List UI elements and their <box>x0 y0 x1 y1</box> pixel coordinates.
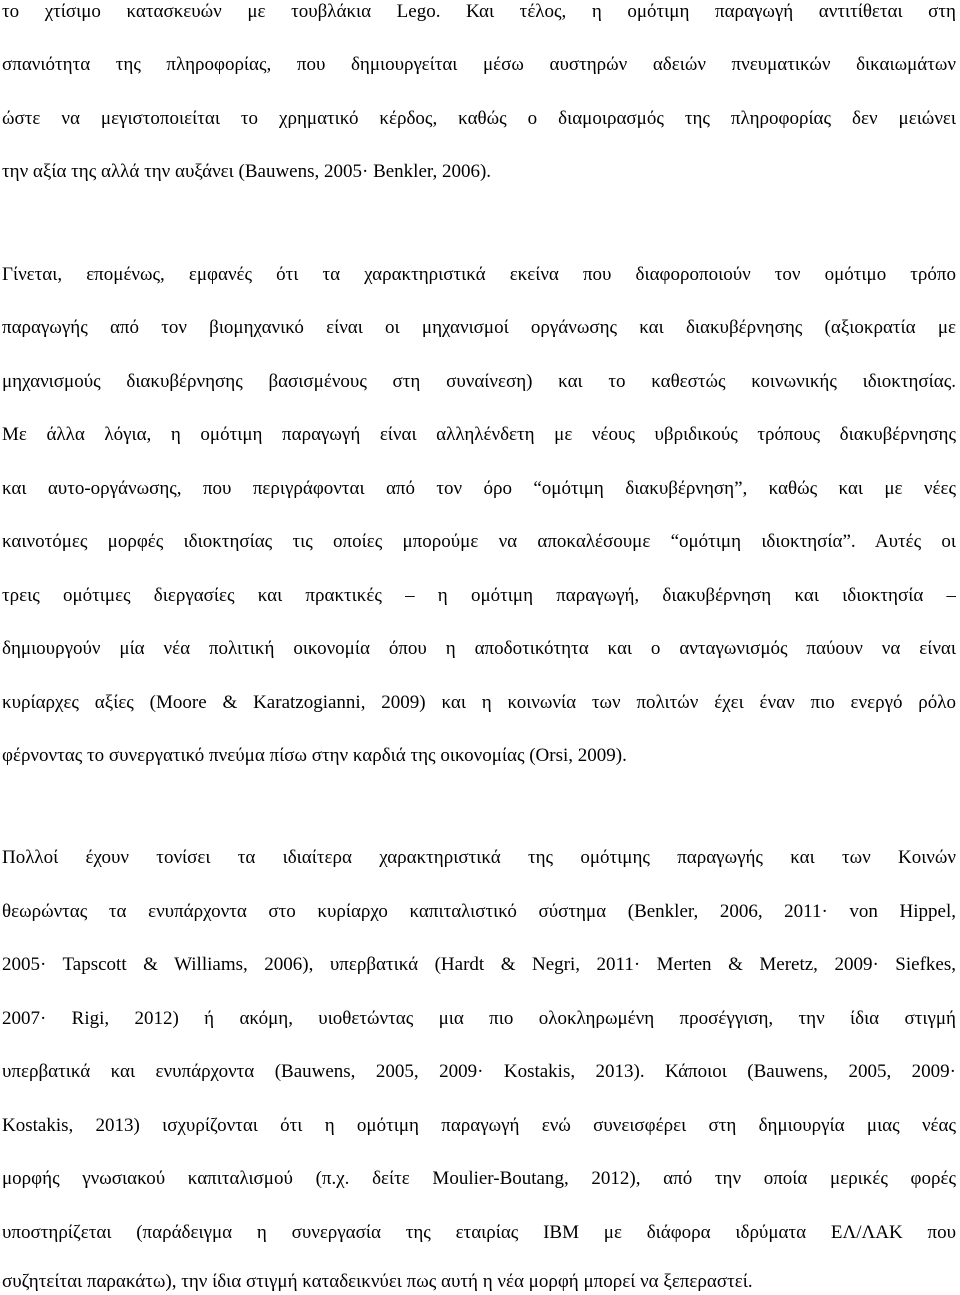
text-line: σπανιότητα της πληροφορίας, που δημιουργείται μέσω αυστηρών αδειών πνευματικών δικαιωμάτων <box>2 54 956 75</box>
text-line: και αυτο-οργάνωσης, που περιγράφονται από τον όρο “ομότιμη διακυβέρνηση”, καθώς και με νέες <box>2 478 956 499</box>
text-line: Kostakis, 2013) ισχυρίζονται ότι η ομότιμη παραγωγή ενώ συνεισφέρει στη δημιουργία μιας νέας <box>2 1115 956 1136</box>
text-line: Με άλλα λόγια, η ομότιμη παραγωγή είναι αλληλένδετη με νέους υβριδικούς τρόπους διακυβέρνησης <box>2 424 956 445</box>
text-line: 2007· Rigi, 2012) ή ακόμη, υιοθετώντας μια πιο ολοκληρωμένη προσέγγιση, την ίδια στιγμή <box>2 1008 956 1029</box>
text-line: κυρίαρχες αξίες (Moore & Karatzogianni, 2009) και η κοινωνία των πολιτών έχει έναν πιο ενεργό ρόλο <box>2 692 956 713</box>
text-line: παραγωγής από τον βιομηχανικό είναι οι μηχανισμοί οργάνωσης και διακυβέρνησης (αξιοκρατία με <box>2 317 956 338</box>
text-line: 2005· Tapscott & Williams, 2006), υπερβατικά (Hardt & Negri, 2011· Merten & Meretz, 2009· Siefkes, <box>2 954 956 975</box>
text-line: θεωρώντας τα ενυπάρχοντα στο κυρίαρχο καπιταλιστικό σύστημα (Benkler, 2006, 2011· von Hippel, <box>2 901 956 922</box>
text-line: υπερβατικά και ενυπάρχοντα (Bauwens, 2005, 2009· Kostakis, 2013). Κάποιοι (Bauwens, 2005, 2009· <box>2 1061 956 1082</box>
text-line: φέρνοντας το συνεργατικό πνεύμα πίσω στην καρδιά της οικονομίας (Orsi, 2009). <box>2 745 627 766</box>
text-line: μηχανισμούς διακυβέρνησης βασισμένους στη συναίνεση) και το καθεστώς κοινωνικής ιδιοκτησίας. <box>2 371 956 392</box>
text-line: Πολλοί έχουν τονίσει τα ιδιαίτερα χαρακτηριστικά της ομότιμης παραγωγής και των Κοινών <box>2 847 956 868</box>
text-line: ώστε να μεγιστοποιείται το χρηματικό κέρδος, καθώς ο διαμοιρασμός της πληροφορίας δεν μειώνει <box>2 108 956 129</box>
text-line: μορφής γνωσιακού καπιταλισμού (π.χ. δείτε Moulier-Boutang, 2012), από την οποία μερικές φορές <box>2 1168 956 1189</box>
text-line: τρεις ομότιμες διεργασίες και πρακτικές – η ομότιμη παραγωγή, διακυβέρνηση και ιδιοκτησία – <box>2 585 956 606</box>
text-line: Γίνεται, επομένως, εμφανές ότι τα χαρακτηριστικά εκείνα που διαφοροποιούν τον ομότιμο τρόπο <box>2 264 956 285</box>
text-line: καινοτόμες μορφές ιδιοκτησίας τις οποίες μπορούμε να αποκαλέσουμε “ομότιμη ιδιοκτησία”. Αυτές οι <box>2 531 956 552</box>
text-line: την αξία της αλλά την αυξάνει (Bauwens, 2005· Benkler, 2006). <box>2 161 492 182</box>
text-line: το χτίσιμο κατασκευών με τουβλάκια Lego. Και τέλος, η ομότιμη παραγωγή αντιτίθεται στη <box>2 1 956 22</box>
text-line: υποστηρίζεται (παράδειγμα η συνεργασία της εταιρίας IBM με διάφορα ιδρύματα ΕΛ/ΛΑΚ που <box>2 1222 956 1243</box>
text-line: συζητείται παρακάτω), την ίδια στιγμή καταδεικνύει πως αυτή η νέα μορφή μπορεί να ξεπεραστεί. <box>2 1271 753 1292</box>
text-line: δημιουργούν μία νέα πολιτική οικονομία όπου η αποδοτικότητα και ο ανταγωνισμός παύουν να είναι <box>2 638 956 659</box>
